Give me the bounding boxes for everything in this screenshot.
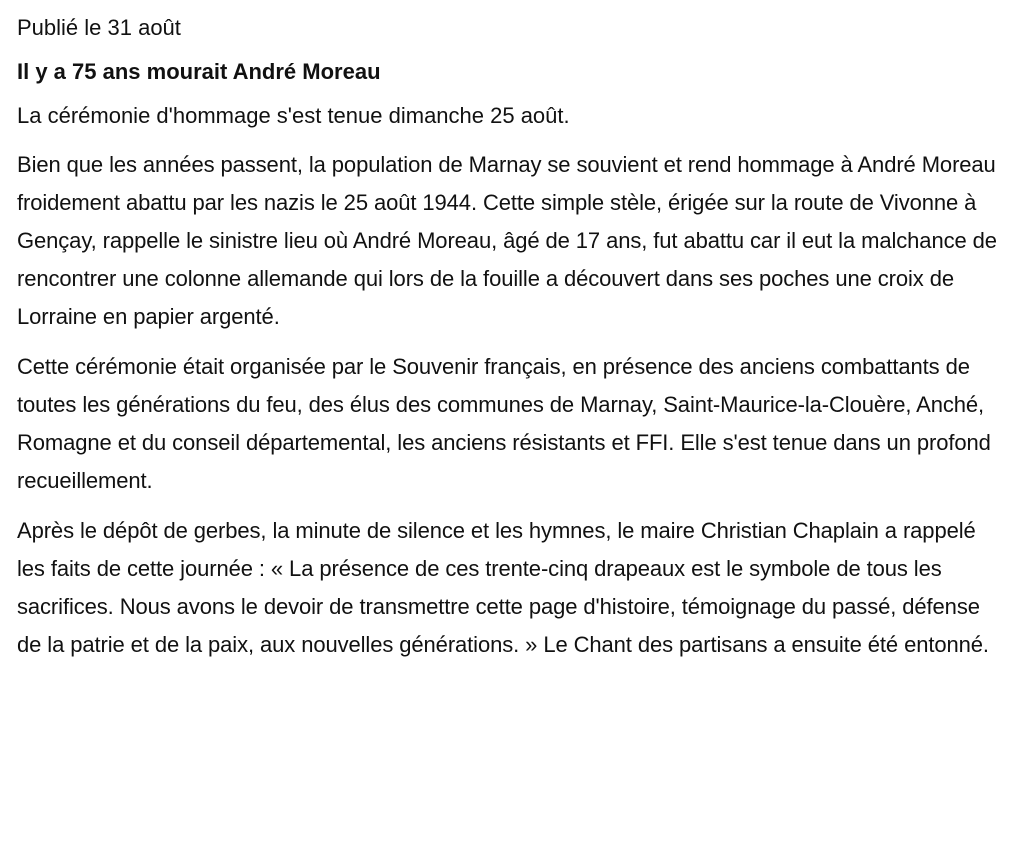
article-paragraph-1: Bien que les années passent, la population de Marnay se souvient et rend hommage à André Moreau froidement abattu par les nazis le 25 août 1944. Cette simple stèle, érigée sur la route de Vivonne à Gençay, rappelle le sinistre lieu où André Moreau, âgé de 17 ans, fut abattu car il eut la malchance de rencontrer une colonne allemande qui lors de la fouille a découvert dans ses poches une croix de Lorraine en papier argenté.: [17, 152, 997, 329]
article-paragraph-2: Cette cérémonie était organisée par le Souvenir français, en présence des anciens combattants de toutes les générations du feu, des élus des communes de Marnay, Saint-Maurice-la-Clouère, Anché, Romagne et du conseil départemental, les anciens résistants et FFI. Elle s'est tenue dans un profond recueillement.: [17, 354, 991, 493]
article-title: Il y a 75 ans mourait André Moreau: [17, 59, 381, 84]
article-paragraph-3: Après le dépôt de gerbes, la minute de silence et les hymnes, le maire Christian Chaplain a rappelé les faits de cette journée : « La présence de ces trente-cinq drapeaux est le symbole de tous les sacrifices. Nous avons le devoir de transmettre cette page d'histoire, témoignage du passé, défense de la patrie et de la paix, aux nouvelles générations. » Le Chant des partisans a ensuite été entonné.: [17, 518, 989, 657]
article: [17, 12, 1007, 676]
article-lead: La cérémonie d'hommage s'est tenue dimanche 25 août.: [17, 103, 570, 128]
publication-date: Publié le 31 août: [17, 15, 181, 40]
